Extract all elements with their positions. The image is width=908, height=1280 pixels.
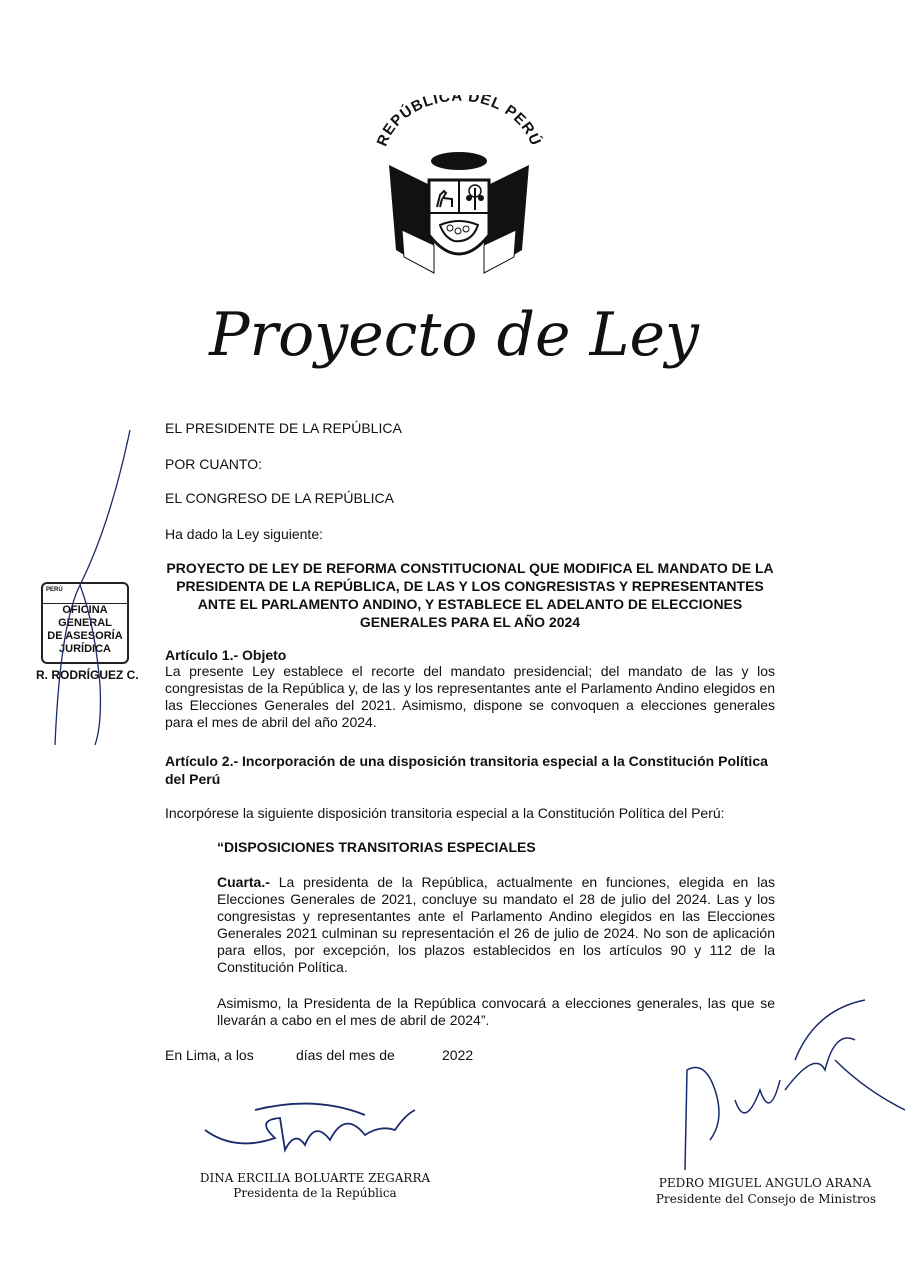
right-signatory-role: Presidente del Consejo de Ministros — [655, 1192, 877, 1206]
stamp-footer: R. RODRÍGUEZ C. — [36, 668, 139, 682]
cuarta-label: Cuarta.- — [217, 874, 270, 890]
seal-arc-text: REPÚBLICA DEL PERÚ — [374, 95, 544, 149]
article2-title: Artículo 2.- Incorporación de una disposición transitoria especial a la Constitución Política del Perú — [165, 753, 768, 787]
left-signatory-name: DINA ERCILIA BOLUARTE ZEGARRA — [199, 1171, 431, 1185]
document-title: Proyecto de Ley — [209, 300, 699, 370]
left-signature — [195, 1090, 425, 1170]
date-line-part2: días del mes de — [296, 1047, 395, 1063]
left-signatory-role: Presidenta de la República — [233, 1186, 397, 1200]
article2-intro: Incorpórese la siguiente disposición transitoria especial a la Constitución Política del Perú: — [165, 805, 725, 821]
cuarta-paragraph — [217, 874, 775, 976]
date-line-year: 2022 — [442, 1047, 474, 1063]
article1-title: Artículo 1.- Objeto — [165, 647, 287, 663]
right-signature — [665, 990, 908, 1180]
por-cuanto-line: POR CUANTO: — [165, 456, 262, 472]
right-signatory-name: PEDRO MIGUEL ANGULO ARANA — [658, 1176, 872, 1190]
transitory-heading: “DISPOSICIONES TRANSITORIAS ESPECIALES — [217, 839, 536, 855]
date-line-part1: En Lima, a los — [165, 1047, 254, 1063]
cuarta-body: La presidenta de la República, actualmente en funciones, elegida en las Elecciones Generales de 2021, concluye su mandato el 28 de julio del 2024. Las y los congresistas y representantes ante el Parlamento Andino elegidos en las Elecciones Generales 2021 culminan su representación el 26 de julio de 2024. No son de aplicación para ellos, por excepción, los plazos establecidos en los artículos 90 y 112 de la Constitución Política. — [217, 874, 775, 975]
coat-of-arms-seal — [374, 95, 544, 295]
president-line: EL PRESIDENTE DE LA REPÚBLICA — [165, 420, 402, 436]
margin-initial-signature — [40, 425, 140, 755]
congress-line: EL CONGRESO DE LA REPÚBLICA — [165, 490, 394, 506]
law-heading: PROYECTO DE LEY DE REFORMA CONSTITUCIONAL QUE MODIFICA EL MANDATO DE LA PRESIDENTA DE LA REPÚBLICA, DE LAS Y LOS CONGRESISTAS Y REPRESENTANTES ANTE EL PARLAMENTO ANDINO, Y ESTABLECE EL ADELANTO DE ELECCIONES GENERALES PARA EL AÑO 2024 — [166, 560, 774, 630]
stamp-line-2: GENERAL — [58, 617, 112, 629]
stamp-header: PERÚ — [43, 584, 127, 604]
stamp-line-4: JURÍDICA — [59, 643, 111, 655]
ha-dado-line: Ha dado la Ley siguiente: — [165, 526, 323, 542]
asimismo-paragraph: Asimismo, la Presidenta de la República convocará a elecciones generales, las que se llevarán a cabo en el mes de abril de 2024”. — [217, 995, 775, 1028]
stamp-line-1: OFICINA — [62, 604, 108, 616]
stamp-line-3: DE ASESORÍA — [47, 630, 123, 642]
article1-body: La presente Ley establece el recorte del mandato presidencial; del mandato de las y los congresistas de la República y, de las y los representantes ante el Parlamento Andino elegidos en las Elecciones Generales del 2021. Asimismo, dispone se convoquen a elecciones generales para el mes de abril del año 2024. — [165, 663, 775, 730]
